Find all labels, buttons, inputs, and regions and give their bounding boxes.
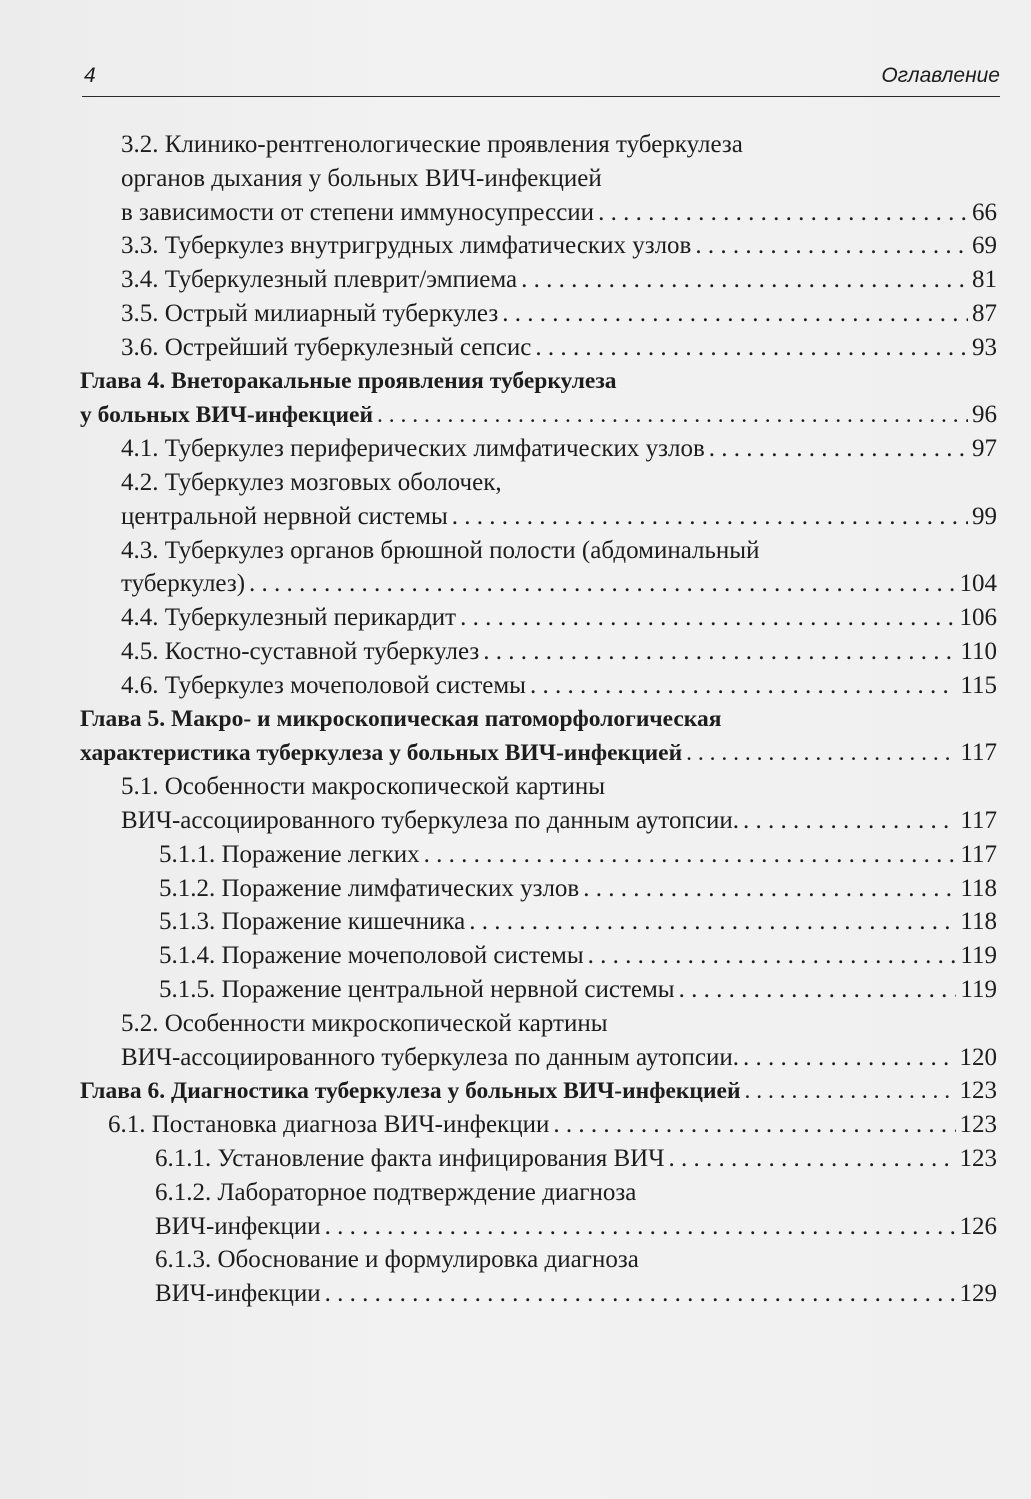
dot-leader — [502, 297, 968, 331]
toc-entry-text: у больных ВИЧ-инфекцией — [80, 402, 374, 429]
toc-page-number: 129 — [959, 1280, 997, 1308]
dot-leader — [452, 500, 968, 534]
toc-entry-line — [0, 1176, 1031, 1210]
dot-leader — [249, 567, 955, 601]
toc-entry-line — [0, 567, 1031, 601]
toc-entry-text: ВИЧ-инфекции — [155, 1280, 321, 1308]
dot-leader — [535, 331, 968, 365]
toc-entry-text: 4.6. Туберкулез мочеполовой системы — [121, 671, 526, 699]
toc-entry-line — [0, 196, 1031, 230]
toc-entry-text: Глава 6. Диагностика туберкулеза у больных ВИЧ-инфекцией — [80, 1078, 741, 1105]
toc-page-number: 126 — [959, 1212, 997, 1240]
toc-page-number: 110 — [960, 637, 997, 665]
toc-entry-text: 3.4. Туберкулезный плеврит/эмпиема — [121, 266, 518, 294]
toc-entry-line — [0, 601, 1031, 635]
dot-leader — [483, 635, 956, 669]
toc-chapter-line — [0, 398, 1031, 432]
dot-leader — [669, 1142, 956, 1176]
toc-entry-line — [0, 635, 1031, 669]
toc-page-number: 118 — [960, 874, 997, 902]
toc-page-number: 120 — [959, 1043, 997, 1071]
toc-entry-line — [0, 263, 1031, 297]
toc-page-number: 106 — [959, 604, 997, 632]
toc-entry-text: ВИЧ-ассоциированного туберкулеза по данным аутопсии. — [121, 806, 739, 834]
toc-entry-text: 5.1.2. Поражение лимфатических узлов — [159, 874, 580, 902]
toc-page-number: 87 — [972, 299, 997, 327]
toc-entry-text: характеристика туберкулеза у больных ВИЧ-инфекцией — [80, 740, 683, 767]
toc-page-number: 93 — [972, 333, 997, 361]
dot-leader — [521, 263, 968, 297]
toc-entry-line — [0, 1243, 1031, 1277]
dot-leader — [530, 669, 956, 703]
table-of-contents — [0, 128, 1031, 1311]
toc-entry-text: 6.1.2. Лабораторное подтверждение диагноза — [155, 1178, 637, 1206]
dot-leader — [553, 1108, 955, 1142]
toc-entry-text: 5.2. Особенности микроскопической картины — [121, 1009, 608, 1037]
toc-page-number: 97 — [972, 435, 997, 463]
toc-entry-text: 6.1.3. Обоснование и формулировка диагноза — [155, 1246, 639, 1274]
toc-page-number: 66 — [972, 198, 997, 226]
toc-entry-text: 5.1. Особенности макроскопической картины — [121, 773, 606, 801]
toc-page-number: 117 — [960, 806, 997, 834]
toc-entry-text: 4.5. Костно-суставной туберкулез — [121, 637, 480, 665]
toc-entry-line — [0, 1277, 1031, 1311]
dot-leader — [424, 838, 957, 872]
dot-leader — [588, 939, 957, 973]
toc-entry-text: 5.1.4. Поражение мочеполовой системы — [159, 942, 584, 970]
toc-entry-text: 3.5. Острый милиарный туберкулез — [121, 299, 499, 327]
toc-entry-text: 4.4. Туберкулезный перикардит — [121, 604, 457, 632]
toc-entry-text: 6.1. Постановка диагноза ВИЧ-инфекции — [108, 1111, 550, 1139]
toc-entry-line — [0, 162, 1031, 196]
toc-entry-text: Глава 5. Макро- и микроскопическая патоморфологическая — [80, 705, 722, 732]
toc-entry-text: центральной нервной системы — [121, 502, 448, 530]
toc-entry-line — [0, 432, 1031, 466]
dot-leader — [583, 872, 956, 906]
toc-entry-text: Глава 4. Внеторакальные проявления туберкулеза — [80, 367, 617, 394]
toc-entry-line — [0, 534, 1031, 568]
toc-entry-text: 5.1.1. Поражение легких — [159, 840, 420, 868]
dot-leader — [325, 1210, 956, 1244]
dot-leader — [709, 432, 968, 466]
dot-leader — [743, 804, 956, 838]
dot-leader — [598, 196, 968, 230]
toc-entry-text: в зависимости от степени иммуносупрессии — [121, 198, 595, 226]
toc-entry-line — [0, 331, 1031, 365]
dot-leader — [695, 229, 968, 263]
toc-entry-line — [0, 500, 1031, 534]
page-number: 4 — [84, 64, 96, 87]
toc-entry-text: 3.6. Острейший туберкулезный сепсис — [121, 333, 532, 361]
dot-leader — [325, 1277, 956, 1311]
toc-entry-line — [0, 1041, 1031, 1075]
toc-chapter-line — [0, 703, 1031, 737]
toc-page-number: 81 — [972, 266, 997, 294]
toc-page-number: 117 — [960, 840, 997, 868]
toc-page-number: 96 — [972, 401, 997, 429]
running-head-title: Оглавление — [881, 64, 1000, 87]
toc-chapter-line — [0, 736, 1031, 770]
toc-page-number: 104 — [959, 570, 997, 598]
toc-entry-line — [0, 1108, 1031, 1142]
toc-entry-line — [0, 973, 1031, 1007]
toc-page-number: 99 — [972, 502, 997, 530]
toc-entry-line — [0, 804, 1031, 838]
toc-entry-line — [0, 297, 1031, 331]
toc-entry-text: 6.1.1. Установление факта инфицирования ВИЧ — [155, 1144, 665, 1172]
toc-entry-line — [0, 905, 1031, 939]
toc-entry-text: ВИЧ-ассоциированного туберкулеза по данным аутопсии. — [121, 1043, 739, 1071]
toc-entry-text: 4.2. Туберкулез мозговых оболочек, — [121, 468, 502, 496]
toc-entry-text: ВИЧ-инфекции — [155, 1212, 321, 1240]
toc-page-number: 123 — [959, 1077, 997, 1105]
toc-entry-text: 5.1.3. Поражение кишечника — [159, 908, 466, 936]
toc-entry-text: 4.1. Туберкулез периферических лимфатических узлов — [121, 435, 705, 463]
toc-page-number: 117 — [960, 739, 997, 767]
dot-leader — [686, 737, 956, 771]
toc-entry-line — [0, 1142, 1031, 1176]
toc-entry-line — [0, 1210, 1031, 1244]
toc-entry-line — [0, 229, 1031, 263]
running-head — [82, 62, 1000, 97]
toc-chapter-line — [0, 365, 1031, 399]
dot-leader — [460, 601, 955, 635]
toc-page-number: 123 — [959, 1111, 997, 1139]
toc-chapter-line — [0, 1074, 1031, 1108]
toc-page-number: 119 — [960, 975, 997, 1003]
toc-entry-text: 3.3. Туберкулез внутригрудных лимфатических узлов — [121, 232, 692, 260]
toc-entry-text: органов дыхания у больных ВИЧ-инфекцией — [121, 164, 602, 192]
toc-page-number: 123 — [959, 1144, 997, 1172]
toc-entry-line — [0, 128, 1031, 162]
toc-entry-line — [0, 939, 1031, 973]
toc-page-number: 119 — [960, 942, 997, 970]
dot-leader — [743, 1041, 956, 1075]
toc-entry-text: 5.1.5. Поражение центральной нервной системы — [159, 975, 675, 1003]
toc-entry-text: туберкулез) — [121, 570, 246, 598]
toc-entry-text: 4.3. Туберкулез органов брюшной полости (абдоминальный — [121, 536, 760, 564]
dot-leader — [469, 905, 956, 939]
toc-page-number: 69 — [972, 232, 997, 260]
dot-leader — [377, 399, 968, 433]
toc-entry-line — [0, 770, 1031, 804]
toc-page-number: 115 — [960, 671, 997, 699]
toc-entry-line — [0, 838, 1031, 872]
toc-entry-line — [0, 466, 1031, 500]
toc-page-number: 118 — [960, 908, 997, 936]
dot-leader — [679, 973, 957, 1007]
toc-entry-line — [0, 669, 1031, 703]
toc-entry-line — [0, 1007, 1031, 1041]
dot-leader — [744, 1075, 955, 1109]
toc-entry-text: 3.2. Клинико-рентгенологические проявления туберкулеза — [121, 131, 743, 158]
toc-entry-line — [0, 872, 1031, 906]
